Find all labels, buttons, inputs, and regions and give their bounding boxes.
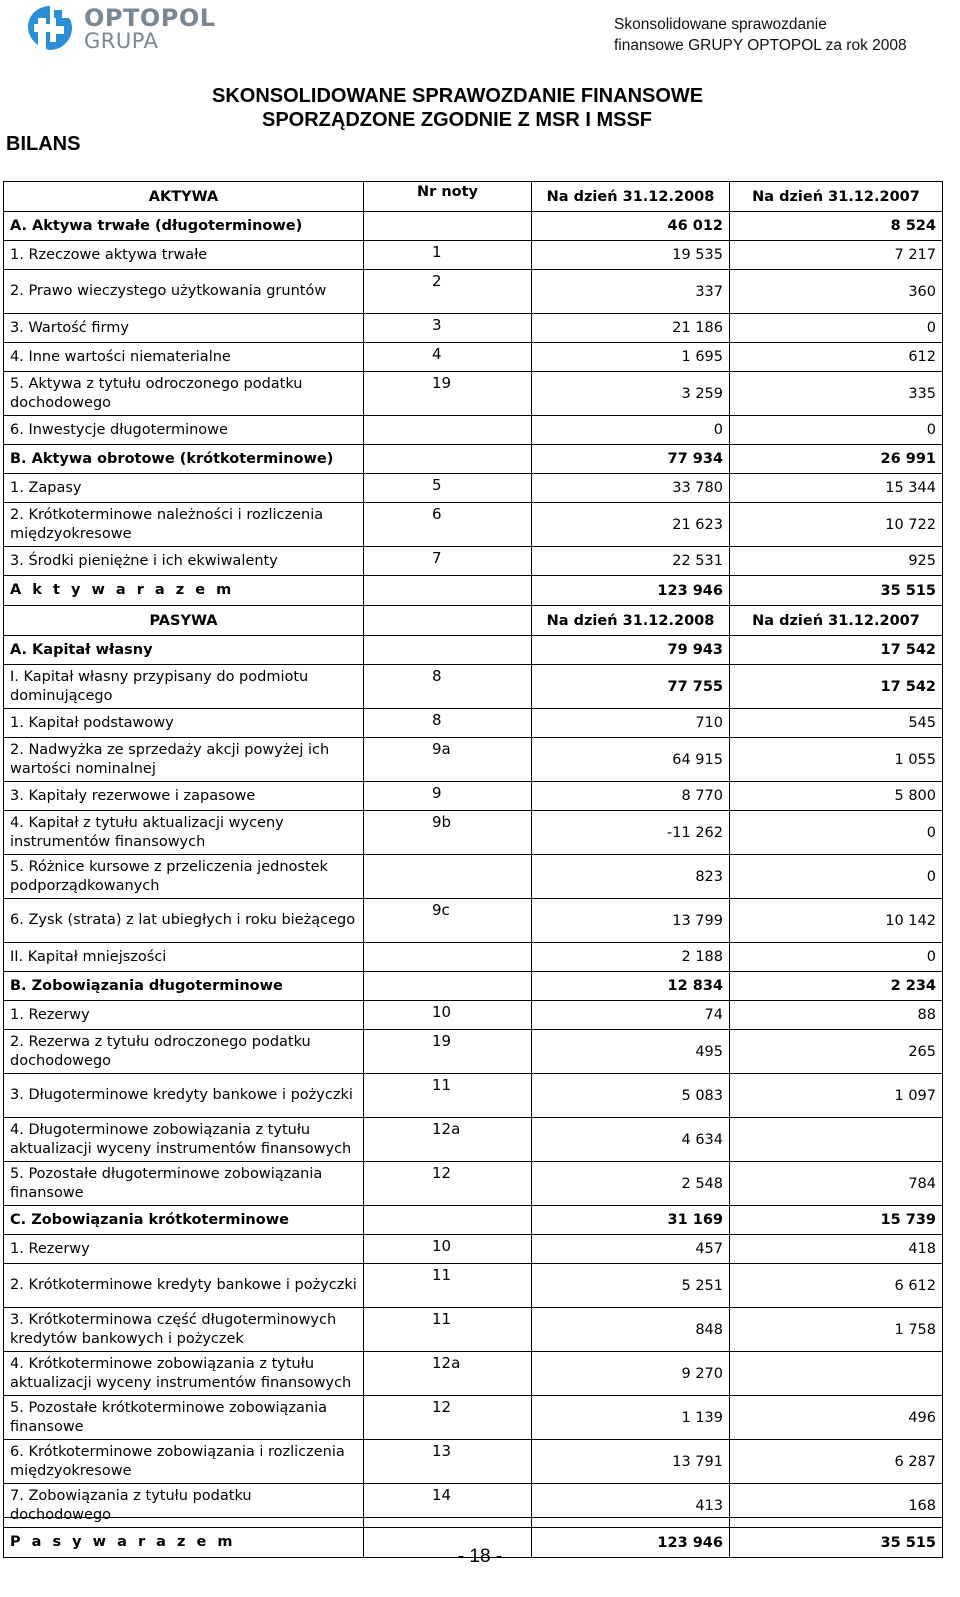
table-row: [4, 738, 943, 782]
row-label: 1. Zapasy: [4, 474, 364, 503]
row-value-2007: 0: [730, 855, 943, 899]
total-value-2007: 35 515: [730, 1528, 943, 1558]
row-label: 1. Kapitał podstawowy: [4, 709, 364, 738]
row-label: 3. Środki pieniężne i ich ekwiwalenty: [4, 547, 364, 576]
row-value-2007: 1 758: [730, 1308, 943, 1352]
row-value-2008: 710: [532, 709, 730, 738]
balance-sheet-table: [3, 181, 943, 1558]
row-value-2007: 10 142: [730, 899, 943, 943]
row-value-2007: 418: [730, 1235, 943, 1264]
row-label: 5. Aktywa z tytułu odroczonego podatku dochodowego: [4, 372, 364, 416]
row-value-2007: 168: [730, 1484, 943, 1528]
table-row: [4, 372, 943, 416]
row-label: 6. Zysk (strata) z lat ubiegłych i roku bieżącego: [4, 899, 364, 943]
row-note: 12: [364, 1162, 532, 1206]
row-value-2007: 1 055: [730, 738, 943, 782]
row-label: C. Zobowiązania krótkoterminowe: [4, 1206, 364, 1235]
table-row: [4, 1484, 943, 1528]
row-note: 19: [364, 1030, 532, 1074]
assets-header-row: [4, 182, 943, 212]
assets-total-row: [4, 576, 943, 606]
row-note: 12a: [364, 1118, 532, 1162]
row-note: 12: [364, 1396, 532, 1440]
row-note: 1: [364, 241, 532, 270]
row-label: A. Kapitał własny: [4, 636, 364, 665]
row-note: 11: [364, 1074, 532, 1118]
row-value-2008: 3 259: [532, 372, 730, 416]
logo-text-optopol: OPTOPOL: [84, 4, 216, 32]
table-row: [4, 972, 943, 1001]
row-value-2007: 0: [730, 314, 943, 343]
row-value-2008: 12 834: [532, 972, 730, 1001]
row-note: 6: [364, 503, 532, 547]
table-row: [4, 899, 943, 943]
table-row: [4, 811, 943, 855]
assets-header-2007: Na dzień 31.12.2007: [730, 182, 943, 212]
row-value-2007: 6 287: [730, 1440, 943, 1484]
table-row: [4, 943, 943, 972]
row-value-2008: 337: [532, 270, 730, 314]
row-note: 12a: [364, 1352, 532, 1396]
total-value-2007: 35 515: [730, 576, 943, 606]
table-row: [4, 782, 943, 811]
row-label: 4. Długoterminowe zobowiązania z tytułu aktualizacji wyceny instrumentów finansowych: [4, 1118, 364, 1162]
row-value-2008: 9 270: [532, 1352, 730, 1396]
row-value-2007: 17 542: [730, 665, 943, 709]
row-note: [364, 212, 532, 241]
table-row: [4, 416, 943, 445]
row-label: 3. Długoterminowe kredyty bankowe i pożyczki: [4, 1074, 364, 1118]
row-note: 8: [364, 709, 532, 738]
row-label: 7. Zobowiązania z tytułu podatku dochodowego: [4, 1484, 364, 1528]
row-label: B. Aktywa obrotowe (krótkoterminowe): [4, 445, 364, 474]
row-value-2007: 6 612: [730, 1264, 943, 1308]
row-value-2008: 19 535: [532, 241, 730, 270]
row-note: 5: [364, 474, 532, 503]
title-line2: SPORZĄDZONE ZGODNIE Z MSR I MSSF: [262, 109, 653, 131]
row-value-2008: 2 548: [532, 1162, 730, 1206]
row-value-2008: 0: [532, 416, 730, 445]
row-note: [364, 636, 532, 665]
row-label: 3. Kapitały rezerwowe i zapasowe: [4, 782, 364, 811]
row-note: 9a: [364, 738, 532, 782]
table-row: [4, 212, 943, 241]
row-label: 1. Rzeczowe aktywa trwałe: [4, 241, 364, 270]
row-note: 11: [364, 1308, 532, 1352]
row-value-2007: 360: [730, 270, 943, 314]
row-label: 2. Krótkoterminowe kredyty bankowe i pożyczki: [4, 1264, 364, 1308]
row-value-2007: 15 344: [730, 474, 943, 503]
table-row: [4, 1352, 943, 1396]
table-row: [4, 1118, 943, 1162]
page-number: - 18 -: [457, 1546, 503, 1567]
row-value-2007: 265: [730, 1030, 943, 1074]
row-note: [364, 972, 532, 1001]
row-note: 9: [364, 782, 532, 811]
total-note: [364, 576, 532, 606]
row-label: A. Aktywa trwałe (długoterminowe): [4, 212, 364, 241]
row-label: 5. Różnice kursowe z przeliczenia jednostek podporządkowanych: [4, 855, 364, 899]
row-value-2007: 8 524: [730, 212, 943, 241]
row-label: 4. Inne wartości niematerialne: [4, 343, 364, 372]
table-row: [4, 1030, 943, 1074]
row-value-2008: 413: [532, 1484, 730, 1528]
liab-header-2007: Na dzień 31.12.2007: [730, 606, 943, 636]
row-value-2008: 46 012: [532, 212, 730, 241]
table-row: [4, 1235, 943, 1264]
row-value-2008: 13 799: [532, 899, 730, 943]
row-value-2007: 7 217: [730, 241, 943, 270]
optopol-logo: [26, 4, 226, 54]
row-note: 8: [364, 665, 532, 709]
row-value-2007: 1 097: [730, 1074, 943, 1118]
row-value-2008: 31 169: [532, 1206, 730, 1235]
total-value-2008: 123 946: [532, 1528, 730, 1558]
row-label: 3. Krótkoterminowa część długoterminowych kredytów bankowych i pożyczek: [4, 1308, 364, 1352]
row-value-2008: 77 755: [532, 665, 730, 709]
liab-header-note: [364, 606, 532, 636]
row-label: 6. Inwestycje długoterminowe: [4, 416, 364, 445]
table-row: [4, 474, 943, 503]
row-label: 4. Kapitał z tytułu aktualizacji wyceny instrumentów finansowych: [4, 811, 364, 855]
row-label: 1. Rezerwy: [4, 1001, 364, 1030]
row-value-2007: 0: [730, 416, 943, 445]
row-value-2007: 0: [730, 811, 943, 855]
row-value-2008: 5 083: [532, 1074, 730, 1118]
table-row: [4, 547, 943, 576]
row-label: 5. Pozostałe długoterminowe zobowiązania finansowe: [4, 1162, 364, 1206]
row-value-2008: 2 188: [532, 943, 730, 972]
row-value-2007: 784: [730, 1162, 943, 1206]
liab-header-2008: Na dzień 31.12.2008: [532, 606, 730, 636]
row-label: II. Kapitał mniejszości: [4, 943, 364, 972]
row-value-2007: 17 542: [730, 636, 943, 665]
row-note: [364, 855, 532, 899]
row-label: B. Zobowiązania długoterminowe: [4, 972, 364, 1001]
row-value-2008: 22 531: [532, 547, 730, 576]
table-row: [4, 1396, 943, 1440]
table-row: [4, 343, 943, 372]
row-note: 14: [364, 1484, 532, 1528]
assets-header-2008: Na dzień 31.12.2008: [532, 182, 730, 212]
table-row: [4, 1074, 943, 1118]
row-value-2007: 10 722: [730, 503, 943, 547]
row-note: [364, 943, 532, 972]
row-value-2008: 13 791: [532, 1440, 730, 1484]
table-row: [4, 503, 943, 547]
row-value-2007: 612: [730, 343, 943, 372]
row-value-2008: 4 634: [532, 1118, 730, 1162]
row-value-2007: 545: [730, 709, 943, 738]
row-label: 1. Rezerwy: [4, 1235, 364, 1264]
row-label: 6. Krótkoterminowe zobowiązania i rozliczenia międzyokresowe: [4, 1440, 364, 1484]
row-value-2008: 79 943: [532, 636, 730, 665]
doc-ref-line1: Skonsolidowane sprawozdanie: [614, 16, 827, 33]
doc-ref-line2: finansowe GRUPY OPTOPOL za rok 2008: [614, 37, 907, 54]
total-value-2008: 123 946: [532, 576, 730, 606]
row-value-2007: 496: [730, 1396, 943, 1440]
row-note: 9b: [364, 811, 532, 855]
row-value-2008: 457: [532, 1235, 730, 1264]
total-label: P a s y w a r a z e m: [4, 1528, 364, 1558]
row-value-2007: 26 991: [730, 445, 943, 474]
row-value-2008: 64 915: [532, 738, 730, 782]
page-header: [0, 0, 960, 60]
row-value-2008: 77 934: [532, 445, 730, 474]
row-note: 3: [364, 314, 532, 343]
row-value-2007: 335: [730, 372, 943, 416]
row-value-2007: 88: [730, 1001, 943, 1030]
row-label: 2. Prawo wieczystego użytkowania gruntów: [4, 270, 364, 314]
row-note: 19: [364, 372, 532, 416]
page-title: [212, 84, 703, 132]
row-value-2008: -11 262: [532, 811, 730, 855]
row-value-2008: 1 695: [532, 343, 730, 372]
table-row: [4, 855, 943, 899]
optopol-logo-icon: [26, 4, 76, 52]
row-note: 13: [364, 1440, 532, 1484]
row-note: [364, 445, 532, 474]
assets-header-label: AKTYWA: [4, 182, 364, 212]
row-label: 3. Wartość firmy: [4, 314, 364, 343]
row-note: 2: [364, 270, 532, 314]
row-value-2008: 495: [532, 1030, 730, 1074]
row-value-2007: [730, 1352, 943, 1396]
row-note: [364, 1206, 532, 1235]
row-label: 2. Nadwyżka ze sprzedaży akcji powyżej ich wartości nominalnej: [4, 738, 364, 782]
title-line1: SKONSOLIDOWANE SPRAWOZDANIE FINANSOWE: [212, 85, 704, 107]
table-row: [4, 270, 943, 314]
table-row: [4, 709, 943, 738]
row-value-2008: 33 780: [532, 474, 730, 503]
logo-text-grupa: GRUPA: [84, 29, 159, 53]
row-value-2007: 5 800: [730, 782, 943, 811]
row-note: [364, 416, 532, 445]
row-label: 2. Rezerwa z tytułu odroczonego podatku dochodowego: [4, 1030, 364, 1074]
liabilities-header-row: [4, 606, 943, 636]
row-value-2008: 823: [532, 855, 730, 899]
row-note: 11: [364, 1264, 532, 1308]
table-row: [4, 1440, 943, 1484]
table-row: [4, 1001, 943, 1030]
row-label: 4. Krótkoterminowe zobowiązania z tytułu aktualizacji wyceny instrumentów finansowych: [4, 1352, 364, 1396]
section-heading: BILANS: [6, 133, 81, 155]
table-row: [4, 1308, 943, 1352]
row-value-2007: [730, 1118, 943, 1162]
row-note: 7: [364, 547, 532, 576]
row-value-2007: 0: [730, 943, 943, 972]
table-row: [4, 636, 943, 665]
row-value-2007: 15 739: [730, 1206, 943, 1235]
row-note: 10: [364, 1235, 532, 1264]
row-value-2007: 925: [730, 547, 943, 576]
row-value-2008: 74: [532, 1001, 730, 1030]
row-note: 4: [364, 343, 532, 372]
row-label: I. Kapitał własny przypisany do podmiotu dominującego: [4, 665, 364, 709]
row-value-2008: 21 623: [532, 503, 730, 547]
assets-header-note: Nr noty: [364, 182, 532, 212]
row-value-2007: 2 234: [730, 972, 943, 1001]
row-value-2008: 1 139: [532, 1396, 730, 1440]
row-label: 5. Pozostałe krótkoterminowe zobowiązania finansowe: [4, 1396, 364, 1440]
total-label: A k t y w a r a z e m: [4, 576, 364, 606]
table-row: [4, 1162, 943, 1206]
liab-header-label: PASYWA: [4, 606, 364, 636]
row-value-2008: 8 770: [532, 782, 730, 811]
table-row: [4, 445, 943, 474]
row-note: 9c: [364, 899, 532, 943]
table-row: [4, 665, 943, 709]
table-row: [4, 241, 943, 270]
footer-divider: [3, 1517, 942, 1518]
row-note: 10: [364, 1001, 532, 1030]
row-value-2008: 21 186: [532, 314, 730, 343]
table-row: [4, 1264, 943, 1308]
table-row: [4, 314, 943, 343]
document-reference: [614, 14, 934, 56]
row-value-2008: 848: [532, 1308, 730, 1352]
row-label: 2. Krótkoterminowe należności i rozliczenia międzyokresowe: [4, 503, 364, 547]
table-row: [4, 1206, 943, 1235]
row-value-2008: 5 251: [532, 1264, 730, 1308]
